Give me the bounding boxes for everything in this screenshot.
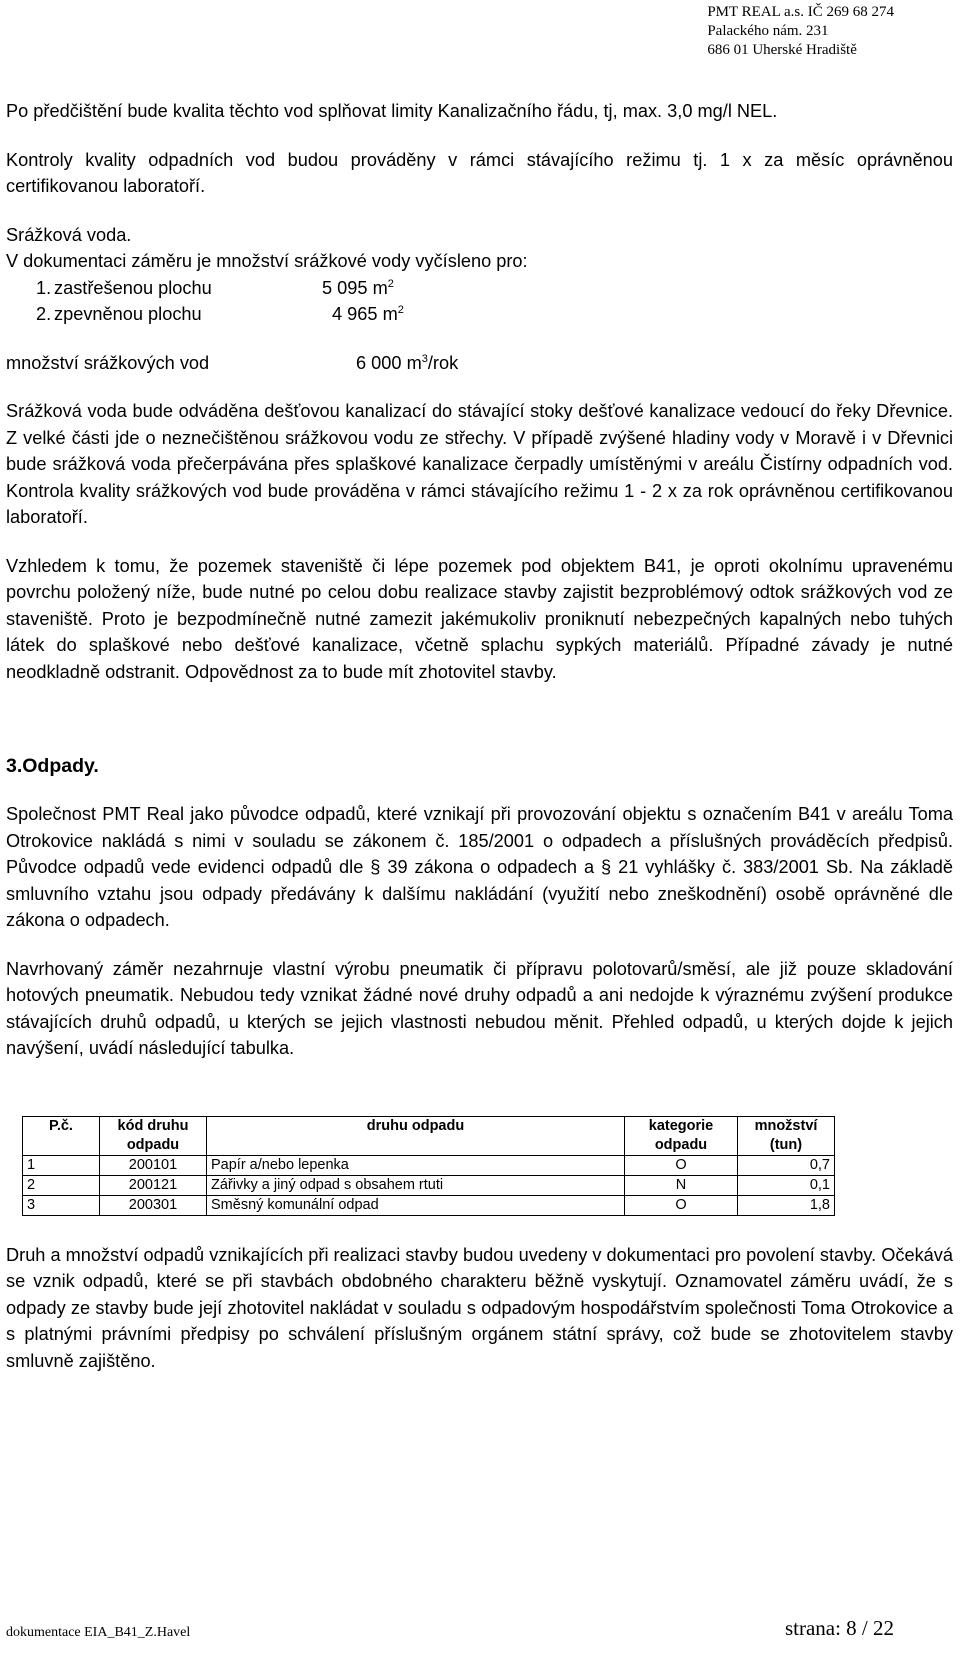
table-cell: 2 — [23, 1175, 100, 1195]
table-row — [23, 1175, 835, 1195]
header-city: 686 01 Uherské Hradiště — [707, 42, 857, 58]
company-header — [707, 3, 894, 60]
table-cell: 200301 — [100, 1195, 207, 1215]
table-cell: O — [625, 1155, 738, 1175]
page-footer — [6, 1611, 894, 1641]
item-number: 1. — [36, 277, 52, 298]
table-cell: Směsný komunální odpad — [207, 1195, 625, 1215]
item-value: 5 095 $m^2$ — [322, 277, 394, 298]
table-header-cell: množství (tun) — [738, 1116, 835, 1155]
paragraph-construction-waste: Druh a množství odpadů vznikajících při realizaci stavby budou uvedeny v dokumentaci pro povolení stavby. Očekává se vznik odpadů, které se při stavbách obdobného charakteru běžně vyskytují. Oznamovatel záměru uvádí, že s odpady ze stavby bude její zhotovitel nakládat v souladu s odpadovým hospodářstvím společnosti Toma Otrokovice a s platnými právními předpisy po schválení příslušným orgánem státní správy, což bude se zhotovitelem stavby smluvně zajištěno. — [6, 1244, 953, 1371]
table-header-cell: druhu odpadu — [207, 1116, 625, 1155]
footer-document: dokumentace EIA_B41_Z.Havel — [6, 1625, 191, 1640]
table-header-cell: kód druhu odpadu — [100, 1116, 207, 1155]
waste-table — [22, 1116, 835, 1216]
paragraph-waste-project: Navrhovaný záměr nezahrnuje vlastní výrobu pneumatik či přípravu polotovarů/směsí, ale již pouze skladování hotových pneumatik. Nebudou tedy vznikat žádné nové druhy odpadů a ani nedojde k výraznému zvýšení produkce stávajících druhů odpadů, u kterých se jejich vlastnosti nebudou měnit. Přehled odpadů, u kterých dojde k jejich navýšení, uvádí následující tabulka. — [6, 958, 953, 1058]
table-cell: O — [625, 1195, 738, 1215]
item-number: 2. — [36, 304, 52, 324]
rain-intro: V dokumentaci záměru je množství srážkové vody vyčísleno pro: — [6, 251, 528, 271]
table-header-cell: P.č. — [23, 1116, 100, 1155]
rain-area-item — [36, 301, 953, 328]
table-row — [23, 1195, 835, 1215]
document-body — [6, 98, 953, 1374]
item-label: zpevněnou plochu — [54, 304, 202, 324]
table-header-cell: kategorie odpadu — [625, 1116, 738, 1155]
rain-area-list — [36, 275, 953, 328]
table-cell: N — [625, 1175, 738, 1195]
footer-page-number: strana: 8 / 22 — [784, 1616, 894, 1640]
table-cell: 3 — [23, 1195, 100, 1215]
table-header-row — [23, 1116, 835, 1155]
table-cell: 0,1 — [738, 1175, 835, 1195]
rain-total-label: množství srážkových vod — [6, 352, 210, 373]
item-value: 4 965 $m^2$ — [332, 304, 404, 324]
paragraph-controls: Kontroly kvality odpadních vod budou prováděny v rámci stávajícího režimu tj. 1 x za měsíc oprávněnou certifikovanou laboratoří. — [6, 149, 953, 196]
table-cell: 200101 — [100, 1155, 207, 1175]
table-cell: 0,7 — [738, 1155, 835, 1175]
table-cell: Papír a/nebo lepenka — [207, 1155, 625, 1175]
rain-total — [6, 350, 953, 377]
rain-area-item — [36, 275, 953, 302]
header-company: PMT REAL a.s. IČ 269 68 274 — [707, 4, 894, 20]
paragraph-site-drainage: Vzhledem k tomu, že pozemek staveniště či lépe pozemek pod objektem B41, je oproti okolnímu upravenému povrchu položený níže, bude nutné po celou dobu realizace stavby zajistit bezproblémový odtok srážkových vod ze staveniště. Proto je bezpodmínečně nutné zamezit jakémukoliv proniknutí nebezpečných kapalných nebo tuhých látek do splaškové nebo dešťové kanalizace, včetně splachu sypkých materiálů. Případné závady je nutné neodkladně odstranit. Odpovědnost za to bude mít zhotovitel stavby. — [6, 555, 953, 682]
paragraph-waste-company: Společnost PMT Real jako původce odpadů, které vznikají při provozování objektu s označením B41 v areálu Toma Otrokovice nakládá s nimi v souladu se zákonem č. 185/2001 o odpadech a příslušných prováděcích předpisů. Původce odpadů vede evidenci odpadů dle § 39 zákona o odpadech a § 21 vyhlášky č. 383/2001 Sb. Na základě smluvního vztahu jsou odpady předávány k dalšímu nakládání (využití nebo zneškodnění) osobě oprávněné dle zákona o odpadech. — [6, 804, 953, 930]
table-cell: Zářivky a jiný odpad s obsahem rtuti — [207, 1175, 625, 1195]
item-label: zastřešenou plochu — [54, 277, 212, 298]
paragraph-limits: Po předčištění bude kvalita těchto vod splňovat limity Kanalizačního řádu, tj, max. 3,0 mg/l NEL. — [6, 101, 778, 121]
table-cell: 1 — [23, 1155, 100, 1175]
table-cell: 1,8 — [738, 1195, 835, 1215]
rain-total-value: 6 000 $m^3$/rok — [356, 352, 459, 373]
section-title-waste: 3.Odpady. — [6, 755, 99, 777]
paragraph-rain-drainage: Srážková voda bude odváděna dešťovou kanalizací do stávající stoky dešťové kanalizace vedoucí do řeky Dřevnice. Z velké části jde o neznečištěnou srážkovou vodu ze střechy. V případě zvýšené hladiny vody v Moravě i v Dřevnici bude srážková voda přečerpávána přes splaškové kanalizace čerpadly umístěnými v areálu Čistírny odpadních vod. Kontrola kvality srážkových vod bude prováděna v rámci stávajícího režimu 1 - 2 x za rok oprávněnou certifikovanou laboratoří. — [6, 401, 953, 527]
rain-title: Srážková voda. — [6, 224, 132, 245]
header-street: Palackého nám. 231 — [707, 23, 829, 39]
table-cell: 200121 — [100, 1175, 207, 1195]
table-row — [23, 1155, 835, 1175]
